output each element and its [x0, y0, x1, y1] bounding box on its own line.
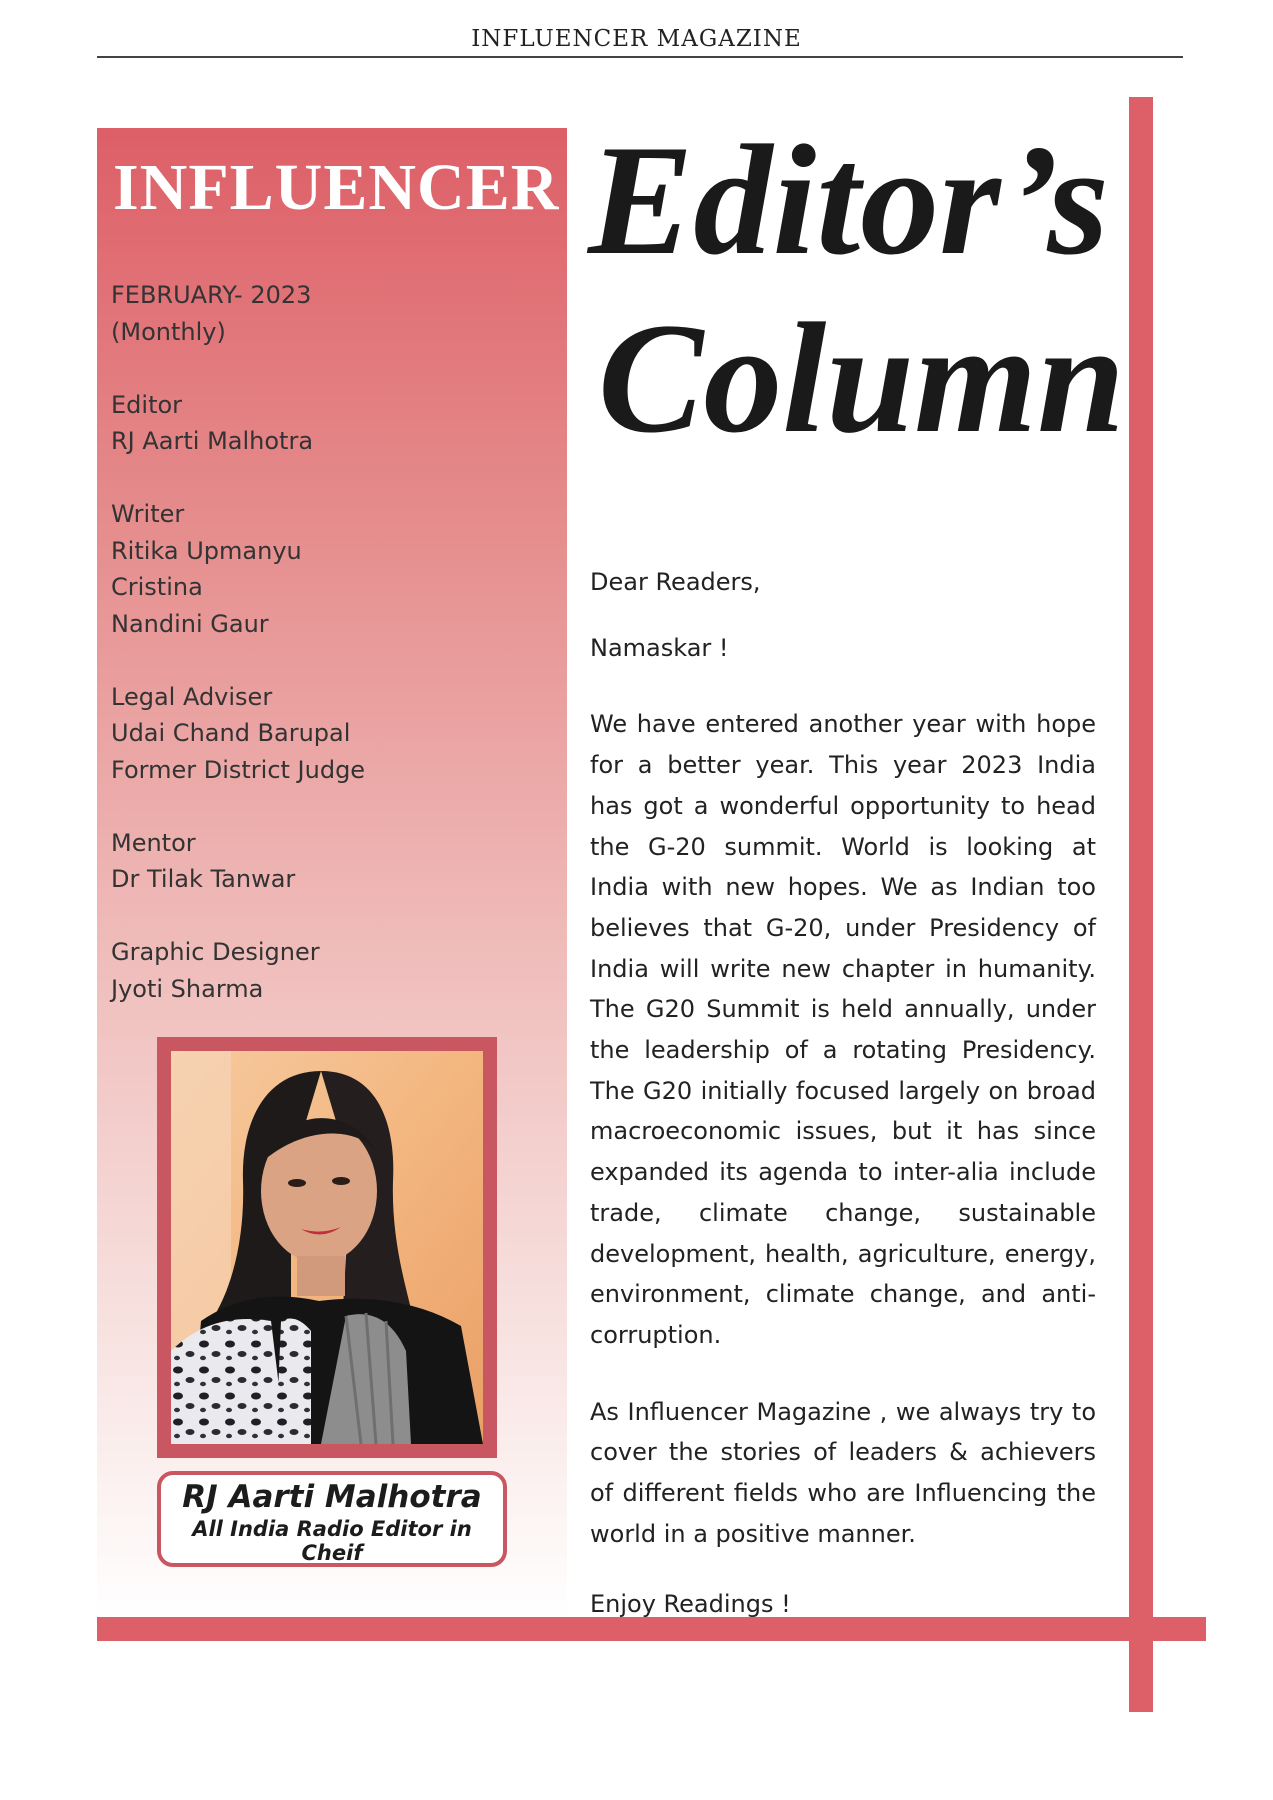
editor-photo-frame — [157, 1037, 497, 1458]
writer-name: Cristina — [111, 573, 203, 601]
title-line-1: Editor’s — [588, 113, 1109, 288]
masthead-credits — [111, 277, 551, 1007]
letter-paragraph: As Influencer Magazine , we always try to cover the stories of leaders & achievers of different fields who are Influencing the world in a positive manner. — [590, 1397, 1096, 1548]
writer-name: Ritika Upmanyu — [111, 536, 302, 565]
writer-name: Nandini Gaur — [111, 609, 269, 638]
photo-caption — [157, 1471, 507, 1567]
legal-title: Former District Judge — [111, 755, 366, 784]
column-title — [588, 112, 1125, 468]
editor-letter — [590, 562, 1096, 1625]
writer-label: Writer — [111, 500, 185, 528]
title-line-2: Column — [598, 291, 1125, 466]
vertical-accent-bar — [1129, 97, 1153, 1712]
designer-name: Jyoti Sharma — [111, 974, 264, 1003]
legal-name: Udai Chand Barupal — [111, 719, 351, 747]
issue-frequency: (Monthly) — [111, 317, 226, 346]
magazine-brand: INFLUENCER — [113, 151, 560, 224]
designer-label: Graphic Designer — [111, 938, 320, 966]
mentor-name: Dr Tilak Tanwar — [111, 865, 296, 893]
running-header: INFLUENCER MAGAZINE — [471, 26, 802, 52]
editor-name: RJ Aarti Malhotra — [111, 427, 314, 455]
issue-date: FEBRUARY- 2023 — [111, 281, 312, 309]
letter-salutation: Dear Readers, — [590, 568, 761, 596]
editor-label: Editor — [111, 390, 183, 419]
editor-portrait-illustration — [171, 1051, 483, 1444]
caption-role: All India Radio Editor in Cheif — [192, 1517, 472, 1565]
header-rule — [97, 56, 1183, 58]
letter-greeting: Namaskar ! — [590, 633, 729, 662]
letter-closing: Enjoy Readings ! — [590, 1590, 791, 1619]
letter-paragraph: We have entered another year with hope for a better year. This year 2023 India has got a wonderful opportunity to head the G-20 summit. World is looking at India with new hopes. We as Indian too believes that G-20, under Presidency of India will write new chapter in humanity. The G20 Summit is held annually, under the leadership of a rotating Presidency. The G20 initially focused largely on broad macroeconomic issues, but it has since expanded its agenda to inter-alia include trade, climate change, sustainable development, health, agriculture, energy, environment, climate change, and anti-corruption. — [590, 710, 1096, 1349]
editor-photo — [171, 1051, 483, 1444]
mentor-label: Mentor — [111, 828, 196, 857]
legal-label: Legal Adviser — [111, 682, 273, 711]
caption-name: RJ Aarti Malhotra — [182, 1479, 482, 1515]
